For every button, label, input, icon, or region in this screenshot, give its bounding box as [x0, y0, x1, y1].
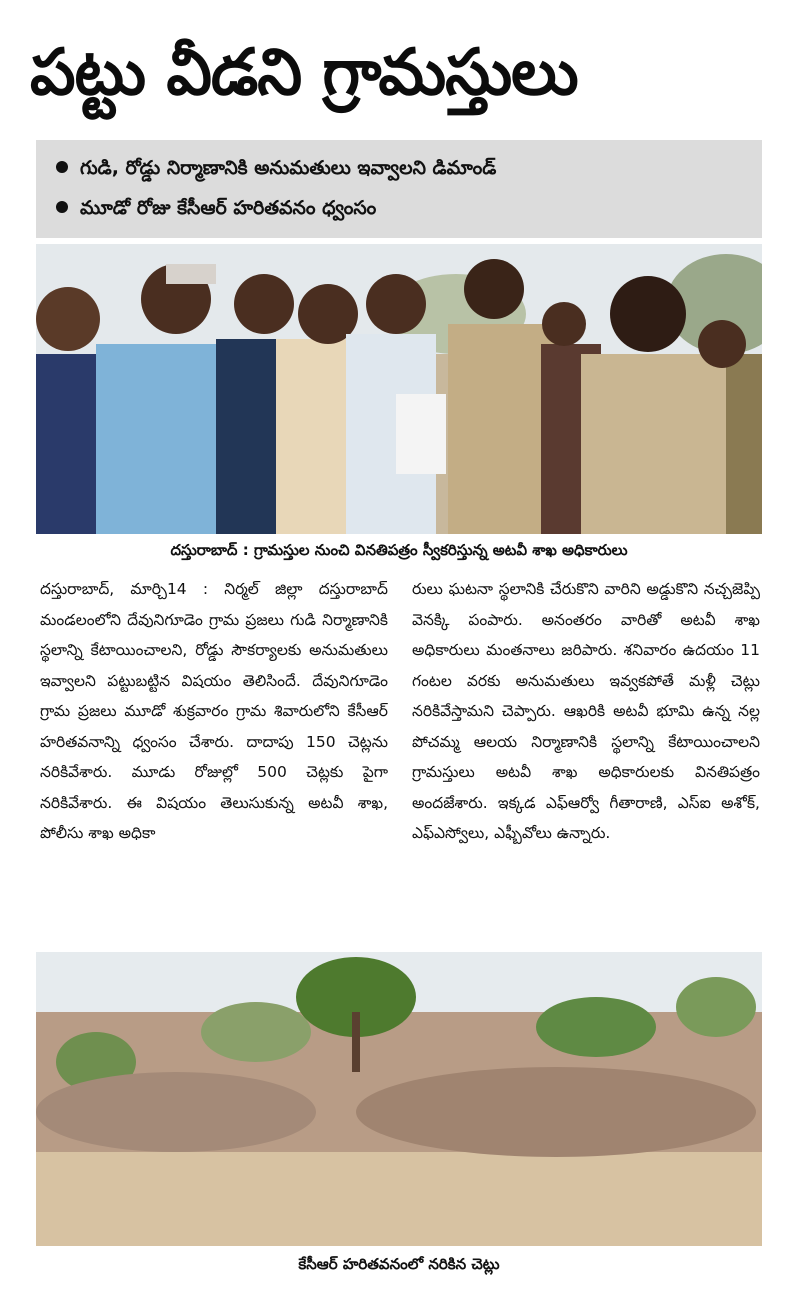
article-column-left: దస్తురాబాద్, మార్చి14 : నిర్మల్ జిల్లా దస్తురాబాద్ మండలంలోని దేవునిగూడెం గ్రామ ప్రజలు గుడి నిర్మాణానికి స్థలాన్ని కేటాయించాలని, రోడ్డు సౌకర్యాలకు అనుమతులు ఇవ్వాలని పట్టుబట్టిన విషయం తెలిసిందే. దేవునిగూడెం గ్రామ ప్రజలు మూడో శుక్రవారం గ్రామ శివారులోని కేసీఆర్ హరితవనాన్ని ధ్వంసం చేశారు. దాదాపు 150 చెట్లను నరికివేశారు. మూడు రోజుల్లో 500 చెట్లకు పైగా నరికివేశారు. ఈ విషయం తెలుసుకున్న అటవీ శాఖ, పోలీసు శాఖ అధికా [40, 580, 388, 842]
officials-photo-illustration [36, 244, 762, 534]
subhead-item [56, 190, 376, 226]
subhead-text: గుడి, రోడ్డు నిర్మాణానికి అనుమతులు ఇవ్వాలని డిమాండ్ [80, 157, 497, 179]
subhead-item [56, 150, 496, 186]
cut-trees-photo [36, 952, 762, 1246]
photo-caption: కేసీఆర్ హరితవనంలో నరికిన చెట్లు [298, 1255, 500, 1273]
bullet-icon [56, 161, 68, 173]
officials-photo [36, 244, 762, 534]
photo-caption: దస్తురాబాద్ : గ్రామస్తుల నుంచి వినతిపత్రం స్వీకరిస్తున్న అటవీ శాఖ అధికారులు [170, 541, 628, 559]
article-column-right: రులు ఘటనా స్థలానికి చేరుకొని వారిని అడ్డుకొని నచ్చజెప్పి వెనక్కి పంపారు. అనంతరం వారితో అటవీ శాఖ అధికారులు మంతనాలు జరిపారు. శనివారం ఉదయం 11 గంటల వరకు అనుమతులు ఇవ్వకపోతే మళ్లీ చెట్లు నరికివేస్తామని చెప్పారు. ఆఖరికి అటవీ భూమి ఉన్న నల్ల పోచమ్మ ఆలయ నిర్మాణానికి స్థలాన్ని కేటాయించాలని గ్రామస్తులు అటవీ శాఖ అధికారులకు వినతిపత్రం అందజేశారు. ఇక్కడ ఎఫ్ఆర్వో గీతారాణి, ఎస్ఐ అశోక్, ఎఫ్ఎస్వోలు, ఎఫ్బీవోలు ఉన్నారు. [412, 580, 760, 842]
bullet-icon [56, 201, 68, 213]
subhead-text: మూడో రోజు కేసీఆర్ హరితవనం ధ్వంసం [80, 197, 377, 219]
subhead-box [36, 140, 762, 238]
headline: పట్టు వీడని గ్రామస్తులు [30, 36, 578, 110]
cut-trees-photo-illustration [36, 952, 762, 1246]
